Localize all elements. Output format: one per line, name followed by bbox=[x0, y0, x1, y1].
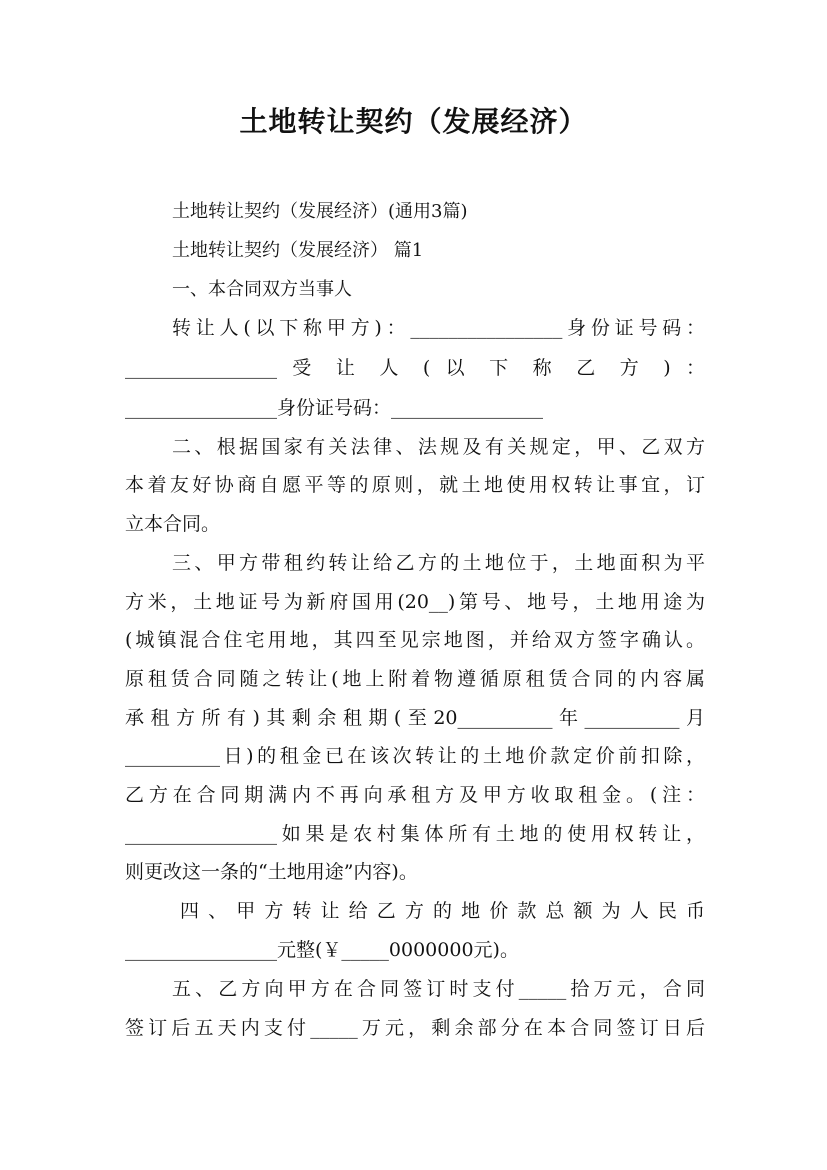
heading-line: 土地转让契约（发展经济）(通用3篇) bbox=[172, 201, 468, 222]
paragraph-line: 原租赁合同随之转让(地上附着物遵循原租赁合同的内容属 bbox=[125, 668, 705, 690]
paragraph-line: 二、根据国家有关法律、法规及有关规定，甲、乙双方 bbox=[172, 436, 705, 458]
paragraph-line: 方米，土地证号为新府国用(20__)第号、地号，土地用途为 bbox=[125, 591, 705, 613]
paragraph-line: 三、甲方带租约转让给乙方的土地位于，土地面积为平 bbox=[172, 552, 705, 574]
paragraph-line: 一、本合同双方当事人 bbox=[172, 279, 352, 300]
heading-line: 土地转让契约（发展经济） 篇1 bbox=[172, 240, 424, 261]
paragraph-line: ________________元整(￥_____0000000元)。 bbox=[125, 939, 519, 961]
paragraph-line: 签订后五天内支付_____万元，剩余部分在本合同签订日后 bbox=[125, 1017, 705, 1039]
paragraph-line: 乙方在合同期满内不再向承租方及甲方收取租金。(注： bbox=[125, 784, 705, 806]
paragraph-line: (城镇混合住宅用地，其四至见宗地图，并给双方签字确认。 bbox=[125, 629, 705, 651]
paragraph-line: 五、乙方向甲方在合同签订时支付_____拾万元，合同 bbox=[172, 978, 705, 1000]
paragraph-line: ________________如果是农村集体所有土地的使用权转让， bbox=[125, 823, 705, 845]
paragraph-line: 本着友好协商自愿平等的原则，就土地使用权转让事宜，订 bbox=[125, 474, 705, 496]
paragraph-line: 转让人(以下称甲方)：________________身份证号码： bbox=[172, 317, 705, 339]
paragraph-line: 则更改这一条的“土地用途”内容)。 bbox=[125, 861, 418, 883]
paragraph-line: 四、甲方转让给乙方的地价款总额为人民币 bbox=[180, 900, 705, 922]
document-title: 土地转让契约（发展经济） bbox=[239, 105, 588, 138]
paragraph-line: __________日)的租金已在该次转让的土地价款定价前扣除， bbox=[125, 745, 705, 767]
paragraph-line: ________________ 受 让 人 ( 以 下 称 乙 方 ) ： bbox=[125, 357, 705, 379]
paragraph-line: 承租方所有)其剩余租期(至20__________年__________月 bbox=[125, 707, 705, 729]
paragraph-line: ________________身份证号码：________________ bbox=[125, 397, 544, 419]
paragraph-line: 立本合同。 bbox=[125, 513, 221, 535]
